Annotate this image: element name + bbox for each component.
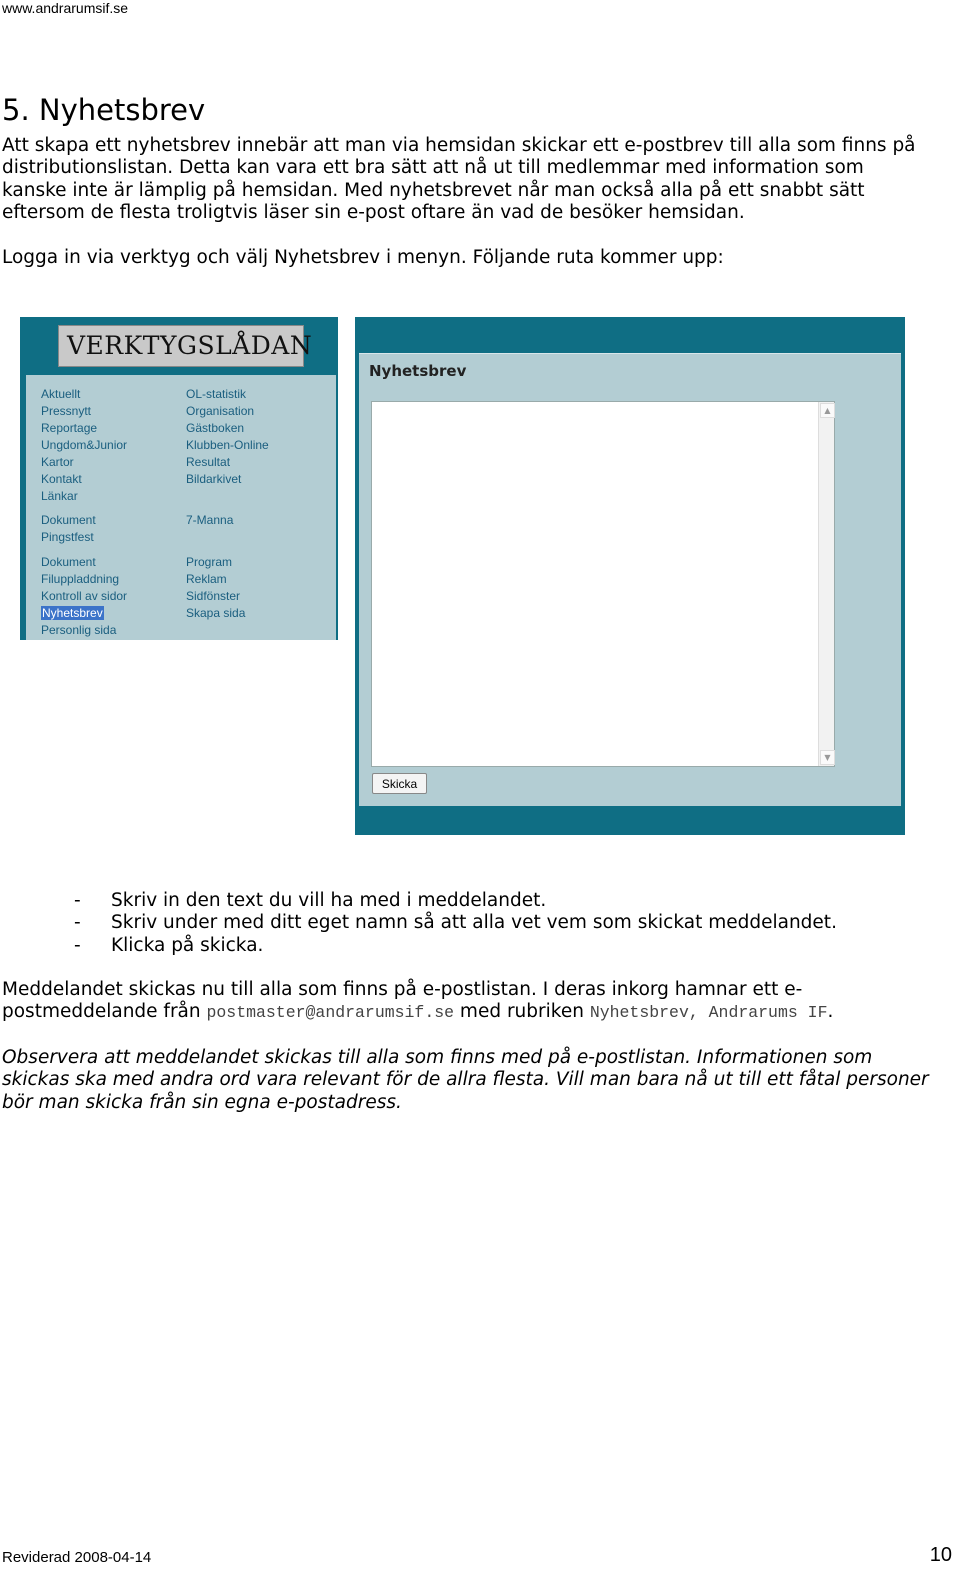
toolbox-menu-item[interactable]: Klubben-Online <box>186 438 269 452</box>
newsletter-textarea[interactable] <box>371 401 835 767</box>
toolbox-menu-item[interactable]: Kontakt <box>41 472 82 486</box>
toolbox-menu-item[interactable]: Pingstfest <box>41 530 94 544</box>
send-button[interactable]: Skicka <box>372 773 427 794</box>
toolbox-menu-item[interactable]: Ungdom&Junior <box>41 438 128 452</box>
toolbox-menu-item[interactable]: Aktuellt <box>41 387 81 401</box>
toolbox-menu-item[interactable]: Program <box>186 555 233 569</box>
sender-address: postmaster@andrarumsif.se <box>206 1003 455 1023</box>
step-text: Skriv in den text du vill ha med i meddelandet. <box>111 890 547 911</box>
toolbox-menu-item[interactable]: Kontroll av sidor <box>41 589 128 603</box>
newsletter-panel <box>359 353 901 806</box>
toolbox-menu-item[interactable]: Bildarkivet <box>186 472 242 486</box>
bullet-dash: - <box>74 935 81 956</box>
toolbox-menu-item[interactable]: Nyhetsbrev <box>42 606 103 620</box>
sent-paragraph <box>2 979 932 1025</box>
toolbox-screenshot <box>20 317 338 640</box>
bullet-dash: - <box>74 890 81 911</box>
toolbox-menu-item[interactable]: Länkar <box>41 489 78 503</box>
toolbox-menu-item[interactable]: Reportage <box>41 421 98 435</box>
toolbox-menu-item[interactable]: Organisation <box>186 404 255 418</box>
scroll-up-icon[interactable]: ▲ <box>820 403 835 418</box>
intro-paragraph: Att skapa ett nyhetsbrev innebär att man via hemsidan skickar ett e-postbrev till alla som finns på distributionslistan. Detta kan vara ett bra sätt att nå ut till medlemmar med information som kanske inte är lämplig på hemsidan. Med nyhetsbrevet når man också alla på ett snabbt sätt eftersom de flesta troligtvis läser sin e-post oftare än vad de besöker hemsidan. <box>2 135 916 223</box>
toolbox-menu-item[interactable]: Dokument <box>41 513 96 527</box>
toolbox-logo-text: VERKTYGSLÅDAN <box>67 331 313 360</box>
sent-text-2-end: . <box>827 1001 834 1023</box>
scroll-down-icon[interactable]: ▼ <box>820 750 835 765</box>
newsletter-title: Nyhetsbrev <box>369 362 467 380</box>
note-paragraph: Observera att meddelandet skickas till alla som finns med på e-postlistan. Informationen som skickas ska med andra ord vara relevant för de allra flesta. Vill man bara nå ut till ett fåtal personer bör man skicka från sin egna e-postadress. <box>2 1047 929 1113</box>
toolbox-menu-item[interactable]: Personlig sida <box>41 623 117 637</box>
toolbox-menu-item[interactable]: Gästboken <box>186 421 245 435</box>
toolbox-menu-item[interactable]: Skapa sida <box>186 606 246 620</box>
textarea-scrollbar[interactable] <box>818 402 834 766</box>
toolbox-menu-item[interactable]: Dokument <box>41 555 96 569</box>
sent-text-2-prefix: postmeddelande från <box>2 1001 207 1023</box>
toolbox-menu-panel <box>26 375 336 640</box>
toolbox-menu-item[interactable]: Resultat <box>186 455 231 469</box>
toolbox-menu-item[interactable]: 7-Manna <box>186 513 234 527</box>
section-title: 5. Nyhetsbrev <box>2 93 206 127</box>
footer-revised: Reviderad 2008-04-14 <box>2 1549 152 1566</box>
toolbox-menu-item[interactable]: Reklam <box>186 572 227 586</box>
toolbox-menu-item[interactable]: Kartor <box>41 455 74 469</box>
login-instruction: Logga in via verktyg och välj Nyhetsbrev i menyn. Följande ruta kommer upp: <box>2 247 724 268</box>
step-text: Klicka på skicka. <box>111 935 264 956</box>
newsletter-screenshot <box>355 317 905 835</box>
toolbox-menu-item[interactable]: Pressnytt <box>41 404 92 418</box>
page-number: 10 <box>929 1544 952 1566</box>
toolbox-menu-item[interactable]: OL-statistik <box>186 387 247 401</box>
header-url: www.andrarumsif.se <box>2 0 129 16</box>
bullet-dash: - <box>74 912 81 933</box>
toolbox-logo <box>58 325 313 367</box>
sent-text-2-mid: med rubriken <box>454 1001 590 1023</box>
email-subject: Nyhetsbrev, Andrarums IF <box>589 1003 828 1023</box>
sent-text-1: Meddelandet skickas nu till alla som finns på e-postlistan. I deras inkorg hamnar ett e- <box>2 979 803 1000</box>
step-text: Skriv under med ditt eget namn så att alla vet vem som skickat meddelandet. <box>111 912 837 933</box>
toolbox-menu-item[interactable]: Filuppladdning <box>41 572 120 586</box>
toolbox-menu-item[interactable]: Sidfönster <box>186 589 241 603</box>
